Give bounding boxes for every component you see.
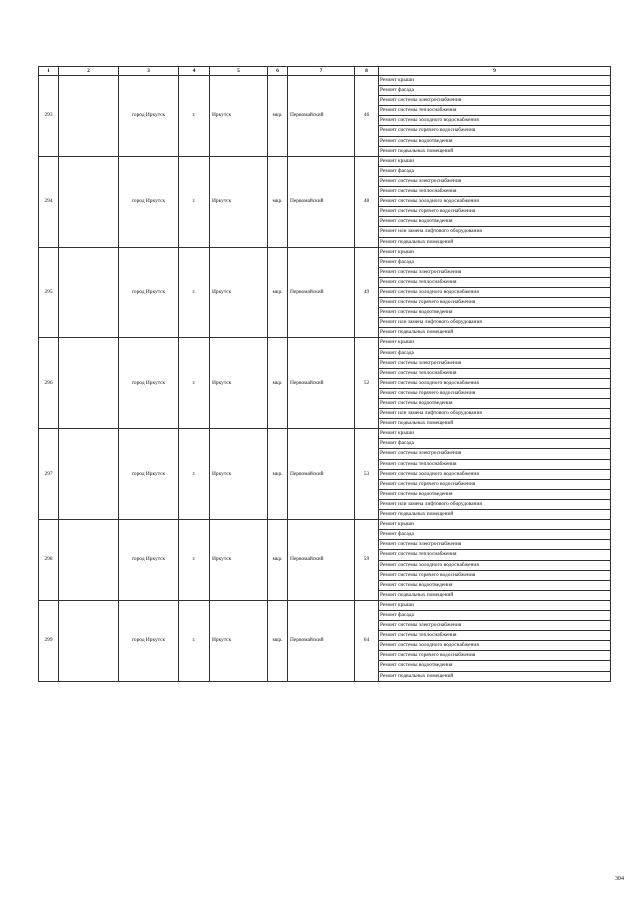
empty-cell xyxy=(59,600,119,681)
work-type-cell: Ремонт подвальных помещений xyxy=(379,590,611,600)
locality-type-cell: г. xyxy=(179,600,210,681)
municipality-cell: город Иркутск xyxy=(119,247,179,338)
table-row xyxy=(39,156,611,166)
empty-cell xyxy=(59,76,119,157)
work-type-cell: Ремонт системы теплоснабжения xyxy=(379,459,611,469)
locality-name-cell: Иркутск xyxy=(210,600,268,681)
work-type-cell: Ремонт системы холодного водоснабжения xyxy=(379,116,611,126)
col-header-2: 2 xyxy=(59,67,119,76)
table-row xyxy=(39,600,611,610)
street-type-cell: мкр. xyxy=(268,247,288,338)
work-type-cell: Ремонт системы водоотведения xyxy=(379,308,611,318)
work-type-cell: Ремонт системы холодного водоснабжения xyxy=(379,197,611,207)
locality-name-cell: Иркутск xyxy=(210,247,268,338)
table-row xyxy=(39,520,611,530)
row-number-cell: 294 xyxy=(39,156,59,247)
municipality-cell: город Иркутск xyxy=(119,76,179,157)
work-type-cell: Ремонт системы электроснабжения xyxy=(379,96,611,106)
work-type-cell: Ремонт фасада xyxy=(379,86,611,96)
work-type-cell: Ремонт системы электроснабжения xyxy=(379,540,611,550)
work-type-cell: Ремонт системы электроснабжения xyxy=(379,267,611,277)
street-name-cell: Первомайский xyxy=(288,76,355,157)
locality-name-cell: Иркутск xyxy=(210,76,268,157)
street-name-cell: Первомайский xyxy=(288,247,355,338)
work-type-cell: Ремонт или замена лифтового оборудования xyxy=(379,318,611,328)
street-type-cell: мкр. xyxy=(268,76,288,157)
locality-name-cell: Иркутск xyxy=(210,429,268,520)
col-header-9: 9 xyxy=(379,67,611,76)
row-number-cell: 295 xyxy=(39,247,59,338)
work-type-cell: Ремонт фасада xyxy=(379,610,611,620)
locality-name-cell: Иркутск xyxy=(210,520,268,601)
house-number-cell: 64 xyxy=(355,600,379,681)
house-number-cell: 49 xyxy=(355,247,379,338)
work-type-cell: Ремонт или замена лифтового оборудования xyxy=(379,227,611,237)
work-type-cell: Ремонт системы горячего водоснабжения xyxy=(379,126,611,136)
table-row xyxy=(39,338,611,348)
locality-type-cell: г. xyxy=(179,338,210,429)
locality-name-cell: Иркутск xyxy=(210,338,268,429)
row-number-cell: 293 xyxy=(39,76,59,157)
work-type-cell: Ремонт системы теплоснабжения xyxy=(379,277,611,287)
work-type-cell: Ремонт системы теплоснабжения xyxy=(379,187,611,197)
work-type-cell: Ремонт фасада xyxy=(379,166,611,176)
empty-cell xyxy=(59,429,119,520)
work-type-cell: Ремонт подвальных помещений xyxy=(379,419,611,429)
header-row xyxy=(39,67,611,76)
row-number-cell: 298 xyxy=(39,520,59,601)
street-name-cell: Первомайский xyxy=(288,429,355,520)
work-type-cell: Ремонт подвальных помещений xyxy=(379,237,611,247)
work-type-cell: Ремонт крыши xyxy=(379,247,611,257)
empty-cell xyxy=(59,520,119,601)
municipality-cell: город Иркутск xyxy=(119,338,179,429)
work-type-cell: Ремонт фасада xyxy=(379,439,611,449)
row-number-cell: 297 xyxy=(39,429,59,520)
locality-type-cell: г. xyxy=(179,247,210,338)
street-type-cell: мкр. xyxy=(268,156,288,247)
col-header-7: 7 xyxy=(288,67,355,76)
street-type-cell: мкр. xyxy=(268,338,288,429)
table-row xyxy=(39,247,611,257)
work-type-cell: Ремонт системы теплоснабжения xyxy=(379,550,611,560)
street-name-cell: Первомайский xyxy=(288,156,355,247)
col-header-8: 8 xyxy=(355,67,379,76)
row-number-cell: 296 xyxy=(39,338,59,429)
work-type-cell: Ремонт фасада xyxy=(379,257,611,267)
work-type-cell: Ремонт крыши xyxy=(379,429,611,439)
locality-type-cell: г. xyxy=(179,520,210,601)
work-type-cell: Ремонт системы горячего водоснабжения xyxy=(379,388,611,398)
empty-cell xyxy=(59,247,119,338)
col-header-5: 5 xyxy=(210,67,268,76)
work-type-cell: Ремонт системы горячего водоснабжения xyxy=(379,570,611,580)
locality-type-cell: г. xyxy=(179,429,210,520)
work-type-cell: Ремонт крыши xyxy=(379,76,611,86)
work-type-cell: Ремонт системы водоотведения xyxy=(379,136,611,146)
work-type-cell: Ремонт системы горячего водоснабжения xyxy=(379,479,611,489)
work-type-cell: Ремонт крыши xyxy=(379,156,611,166)
work-type-cell: Ремонт крыши xyxy=(379,520,611,530)
table-row xyxy=(39,429,611,439)
page-number: 304 xyxy=(615,876,624,882)
work-type-cell: Ремонт подвальных помещений xyxy=(379,328,611,338)
work-type-cell: Ремонт крыши xyxy=(379,600,611,610)
work-type-cell: Ремонт системы холодного водоснабжения xyxy=(379,641,611,651)
work-type-cell: Ремонт системы электроснабжения xyxy=(379,621,611,631)
locality-type-cell: г. xyxy=(179,76,210,157)
row-number-cell: 299 xyxy=(39,600,59,681)
municipality-cell: город Иркутск xyxy=(119,429,179,520)
house-number-cell: 48 xyxy=(355,156,379,247)
house-number-cell: 53 xyxy=(355,429,379,520)
street-type-cell: мкр. xyxy=(268,429,288,520)
work-type-cell: Ремонт системы электроснабжения xyxy=(379,176,611,186)
work-type-cell: Ремонт системы горячего водоснабжения xyxy=(379,298,611,308)
col-header-1: 1 xyxy=(39,67,59,76)
work-type-cell: Ремонт системы водоотведения xyxy=(379,661,611,671)
work-type-cell: Ремонт или замена лифтового оборудования xyxy=(379,409,611,419)
work-type-cell: Ремонт системы горячего водоснабжения xyxy=(379,651,611,661)
street-name-cell: Первомайский xyxy=(288,338,355,429)
work-type-cell: Ремонт системы горячего водоснабжения xyxy=(379,207,611,217)
work-type-cell: Ремонт системы холодного водоснабжения xyxy=(379,378,611,388)
work-type-cell: Ремонт системы электроснабжения xyxy=(379,449,611,459)
house-number-cell: 46 xyxy=(355,76,379,157)
work-type-cell: Ремонт крыши xyxy=(379,338,611,348)
col-header-6: 6 xyxy=(268,67,288,76)
street-name-cell: Первомайский xyxy=(288,520,355,601)
work-type-cell: Ремонт подвальных помещений xyxy=(379,146,611,156)
house-number-cell: 52 xyxy=(355,338,379,429)
work-type-cell: Ремонт фасада xyxy=(379,348,611,358)
work-type-cell: Ремонт подвальных помещений xyxy=(379,510,611,520)
table-row xyxy=(39,76,611,86)
empty-cell xyxy=(59,338,119,429)
work-type-cell: Ремонт системы водоотведения xyxy=(379,217,611,227)
col-header-3: 3 xyxy=(119,67,179,76)
municipality-cell: город Иркутск xyxy=(119,520,179,601)
work-type-cell: Ремонт системы теплоснабжения xyxy=(379,631,611,641)
col-header-4: 4 xyxy=(179,67,210,76)
work-type-cell: Ремонт фасада xyxy=(379,530,611,540)
work-type-cell: Ремонт системы холодного водоснабжения xyxy=(379,469,611,479)
house-number-cell: 59 xyxy=(355,520,379,601)
work-type-cell: Ремонт подвальных помещений xyxy=(379,671,611,681)
locality-type-cell: г. xyxy=(179,156,210,247)
work-type-cell: Ремонт системы холодного водоснабжения xyxy=(379,560,611,570)
municipality-cell: город Иркутск xyxy=(119,600,179,681)
work-type-cell: Ремонт системы теплоснабжения xyxy=(379,368,611,378)
work-type-cell: Ремонт системы водоотведения xyxy=(379,580,611,590)
street-name-cell: Первомайский xyxy=(288,600,355,681)
empty-cell xyxy=(59,156,119,247)
work-type-cell: Ремонт системы водоотведения xyxy=(379,399,611,409)
work-type-cell: Ремонт системы электроснабжения xyxy=(379,358,611,368)
table-body xyxy=(39,76,611,682)
municipality-cell: город Иркутск xyxy=(119,156,179,247)
street-type-cell: мкр. xyxy=(268,600,288,681)
work-type-cell: Ремонт системы теплоснабжения xyxy=(379,106,611,116)
work-type-cell: Ремонт системы водоотведения xyxy=(379,489,611,499)
work-type-cell: Ремонт системы холодного водоснабжения xyxy=(379,287,611,297)
capital-repair-table xyxy=(38,66,611,682)
work-type-cell: Ремонт или замена лифтового оборудования xyxy=(379,499,611,509)
locality-name-cell: Иркутск xyxy=(210,156,268,247)
street-type-cell: мкр. xyxy=(268,520,288,601)
